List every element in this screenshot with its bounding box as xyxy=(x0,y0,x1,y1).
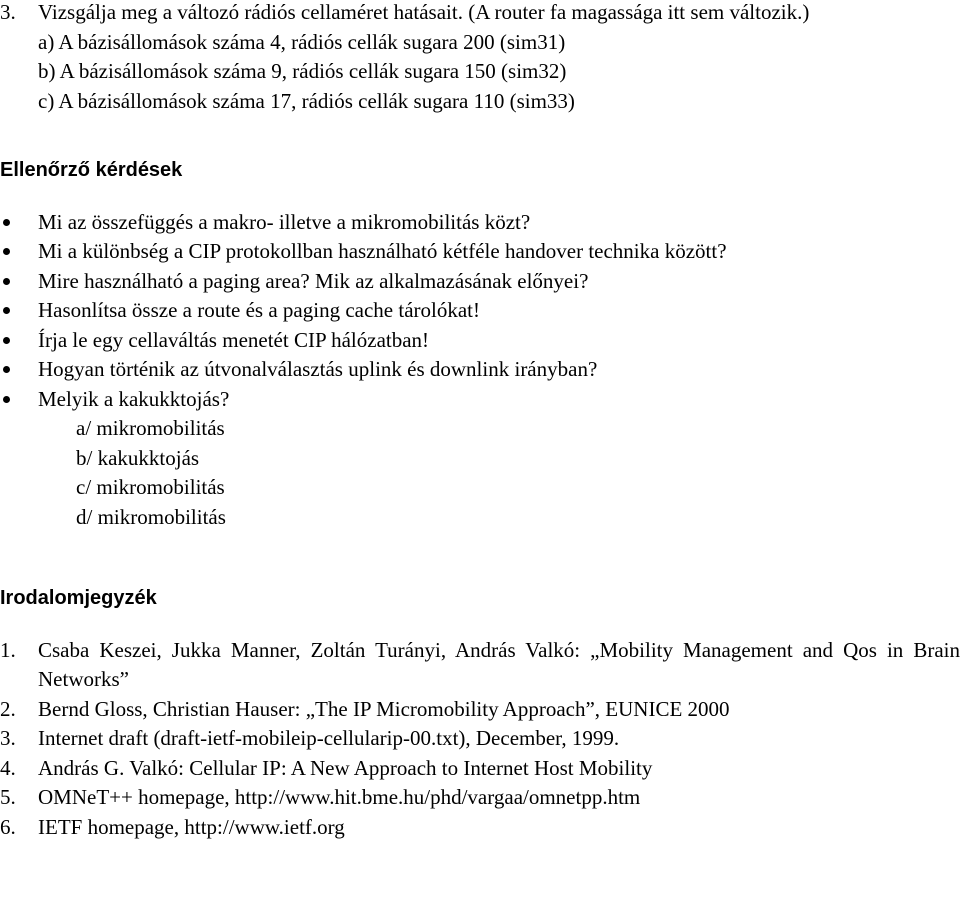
question-text: Hasonlítsa össze a route és a paging cache tárolókat! xyxy=(38,298,480,322)
entry-number: 5. xyxy=(0,785,16,809)
bullet-icon xyxy=(3,278,10,285)
entry-number: 6. xyxy=(0,814,16,839)
question-item xyxy=(0,296,960,326)
entry-number: 2. xyxy=(0,696,16,721)
bibliography-entry xyxy=(0,724,960,754)
entry-text: Bernd Gloss, Christian Hauser: „The IP Micromobility Approach”, EUNICE 2000 xyxy=(38,696,730,721)
entry-text: Internet draft (draft-ietf-mobileip-cellularip-00.txt), December, 1999. xyxy=(38,726,620,750)
bibliography-entry xyxy=(0,695,960,725)
entry-text: András G. Valkó: Cellular IP: A New Approach to Internet Host Mobility xyxy=(38,755,653,780)
entry-text: Csaba Keszei, Jukka Manner, Zoltán Turányi, András Valkó: „Mobility Management and Qos in Brain Networks” xyxy=(38,637,960,691)
entry-text: OMNeT++ homepage, http://www.hit.bme.hu/phd/vargaa/omnetpp.htm xyxy=(38,785,641,809)
question-text: Mi az összefüggés a makro- illetve a mikromobilitás közt? xyxy=(38,209,531,234)
bullet-icon xyxy=(3,307,10,314)
task-items xyxy=(38,28,960,117)
question-item xyxy=(0,237,960,267)
question-item xyxy=(0,267,960,297)
bibliography-entry xyxy=(0,783,960,813)
answer-option: a/ mikromobilitás xyxy=(76,416,225,440)
bibliography-entry xyxy=(0,754,960,784)
question-text: Hogyan történik az útvonalválasztás uplink és downlink irányban? xyxy=(38,357,598,381)
answer-option: b/ kakukktojás xyxy=(76,445,200,470)
answer-option: c/ mikromobilitás xyxy=(76,475,225,499)
task-item: b) A bázisállomások száma 9, rádiós cellák sugara 150 (sim32) xyxy=(38,59,567,83)
entry-number: 4. xyxy=(0,755,16,780)
answer-option: d/ mikromobilitás xyxy=(76,504,226,529)
task-text: Vizsgálja meg a változó rádiós cellaméret hatásait. (A router fa magassága itt sem változik.) xyxy=(38,0,810,24)
bibliography-entry xyxy=(0,813,960,843)
question-item xyxy=(0,208,960,238)
question-list xyxy=(0,208,960,533)
question-item xyxy=(0,326,960,356)
bullet-icon xyxy=(3,396,10,403)
control-questions-heading: Ellenőrző kérdések xyxy=(0,159,183,181)
question-text: Írja le egy cellaváltás menetét CIP hálózatban! xyxy=(38,327,430,352)
question-text: Melyik a kakukktojás? xyxy=(38,386,230,411)
bibliography-list xyxy=(0,636,960,843)
question-text: Mire használható a paging area? Mik az alkalmazásának előnyei? xyxy=(38,268,589,293)
bullet-icon xyxy=(3,219,10,226)
answer-options xyxy=(38,414,960,532)
bullet-icon xyxy=(3,337,10,344)
bullet-icon xyxy=(3,248,10,255)
task-number: 3. xyxy=(0,0,16,24)
question-item xyxy=(0,355,960,385)
entry-number: 3. xyxy=(0,726,16,750)
bibliography-entry xyxy=(0,636,960,695)
entry-number: 1. xyxy=(0,637,16,662)
bibliography-heading: Irodalomjegyzék xyxy=(0,587,157,609)
question-item xyxy=(0,385,960,533)
task-item: a) A bázisállomások száma 4, rádiós cellák sugara 200 (sim31) xyxy=(38,29,566,54)
question-text: Mi a különbség a CIP protokollban használható kétféle handover technika között? xyxy=(38,239,727,263)
bullet-icon xyxy=(3,366,10,373)
task-paragraph xyxy=(0,0,958,28)
entry-text: IETF homepage, http://www.ietf.org xyxy=(38,814,345,839)
task-item: c) A bázisállomások száma 17, rádiós cellák sugara 110 (sim33) xyxy=(38,88,575,113)
